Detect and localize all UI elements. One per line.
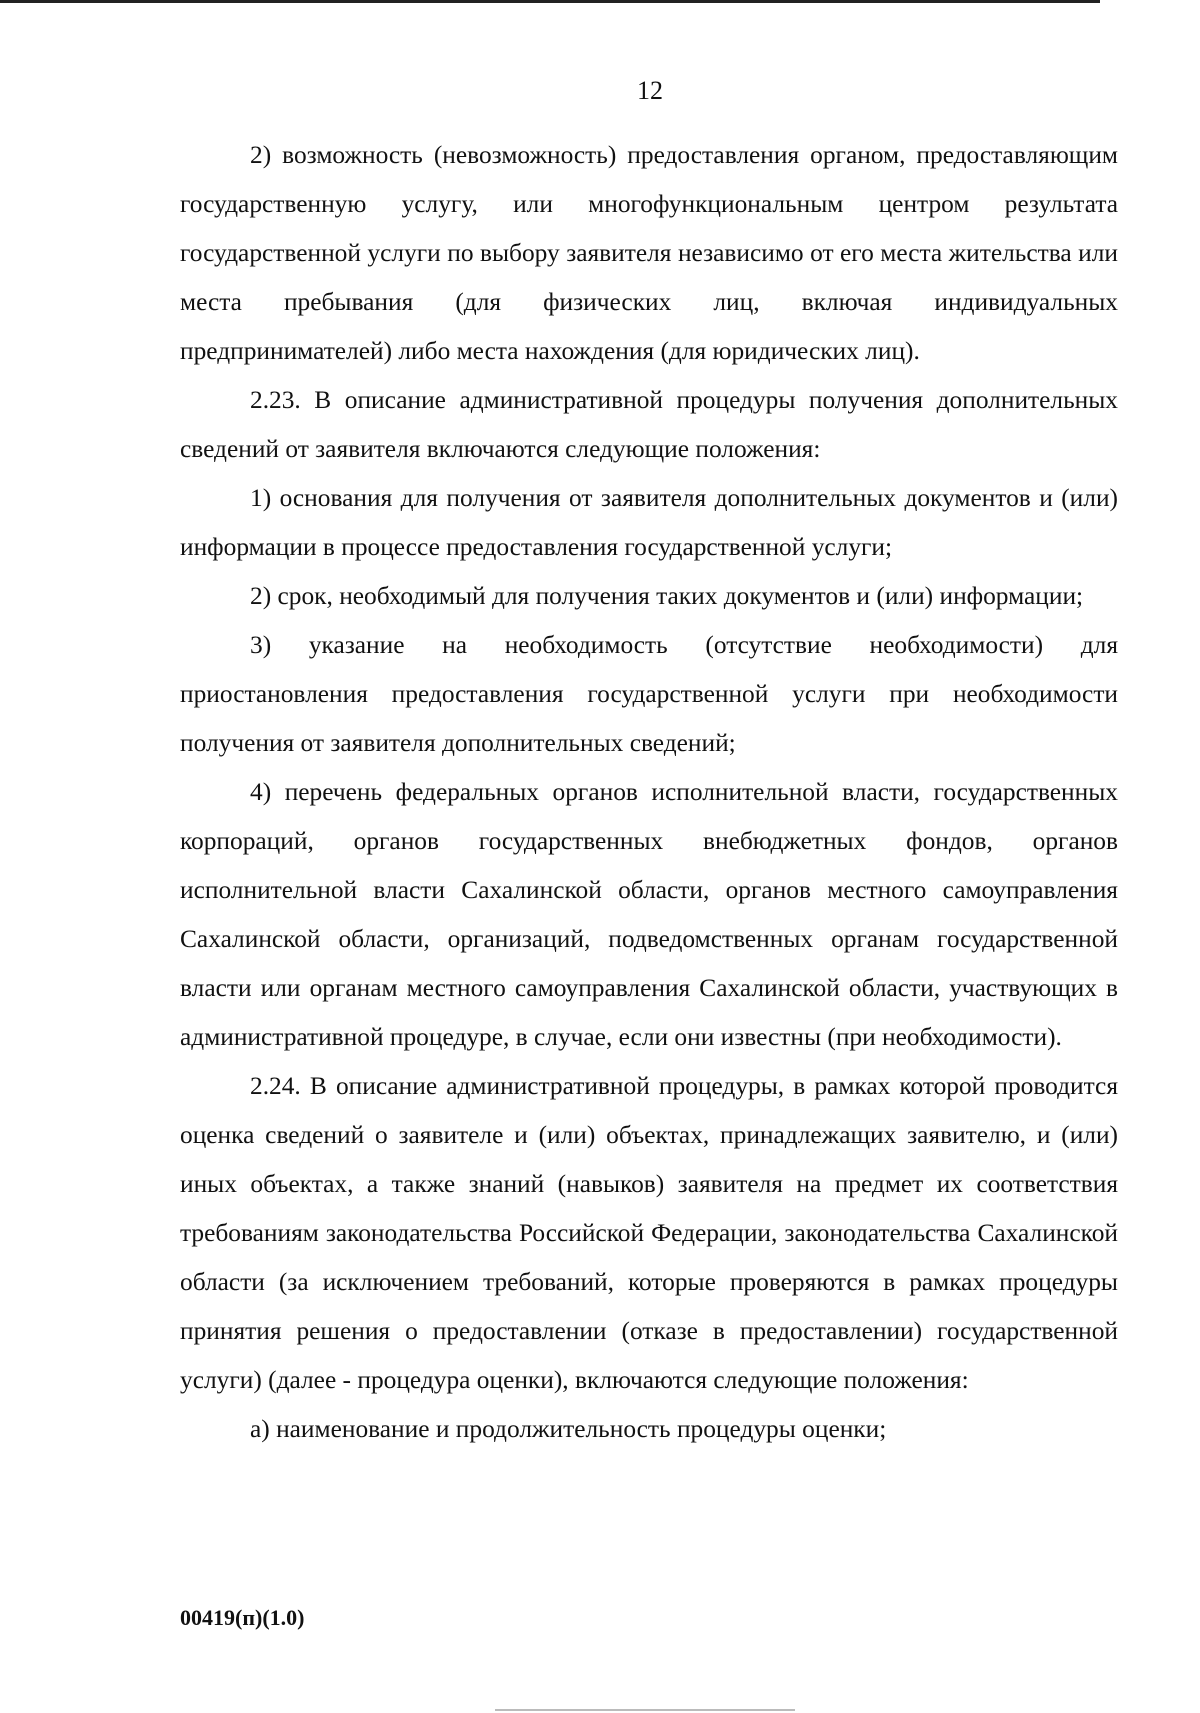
paragraph-item-4-participants: 4) перечень федеральных органов исполнительной власти, государственных корпораций, органов государственных внебюджетных фондов, органов исполнительной власти Сахалинской области, органов местного самоуправления Сахалинской области, организаций, подведомственных органам государственной власти или органам местного самоуправления Сахалинской области, участвующих в административной процедуре, в случае, если они известны (при необходимости). — [180, 778, 1118, 1051]
paragraph-section-2-24: 2.24. В описание административной процедуры, в рамках которой проводится оценка сведений о заявителе и (или) объектах, принадлежащих заявителю, и (или) иных объектах, а также знаний (навыков) заявителя на предмет их соответствия требованиям законодательства Российской Федерации, законодательства Сахалинской области (за исключением требований, которые проверяются в рамках процедуры принятия решения о предоставлении (отказе в предоставлении) государственной услуги) (далее - процедура оценки), включаются следующие положения: — [180, 1072, 1118, 1394]
paragraph-item-2-deadline: 2) срок, необходимый для получения таких документов и (или) информации; — [250, 582, 1084, 610]
page-number: 12 — [637, 76, 663, 105]
paragraph-item-a-name-duration: а) наименование и продолжительность процедуры оценки; — [250, 1415, 887, 1443]
paragraph-section-2-23: 2.23. В описание административной процедуры получения дополнительных сведений от заявителя включаются следующие положения: — [180, 386, 1118, 463]
top-scan-border — [0, 0, 1100, 3]
document-code: 00419(п)(1.0) — [180, 1605, 305, 1630]
paragraph-item-2-result-choice: 2) возможность (невозможность) предоставления органом, предоставляющим государственную услугу, или многофункциональным центром результата государственной услуги по выбору заявителя независимо от его места жительства или места пребывания (для физических лиц, включая индивидуальных предпринимателей) либо места нахождения (для юридических лиц). — [180, 141, 1118, 365]
document-body — [180, 131, 1118, 1454]
paragraph-item-3-suspension: 3) указание на необходимость (отсутствие необходимости) для приостановления предоставления государственной услуги при необходимости получения от заявителя дополнительных сведений; — [180, 631, 1118, 757]
bottom-scan-mark — [495, 1709, 795, 1711]
paragraph-item-1-grounds: 1) основания для получения от заявителя дополнительных документов и (или) информации в процессе предоставления государственной услуги; — [180, 484, 1118, 561]
